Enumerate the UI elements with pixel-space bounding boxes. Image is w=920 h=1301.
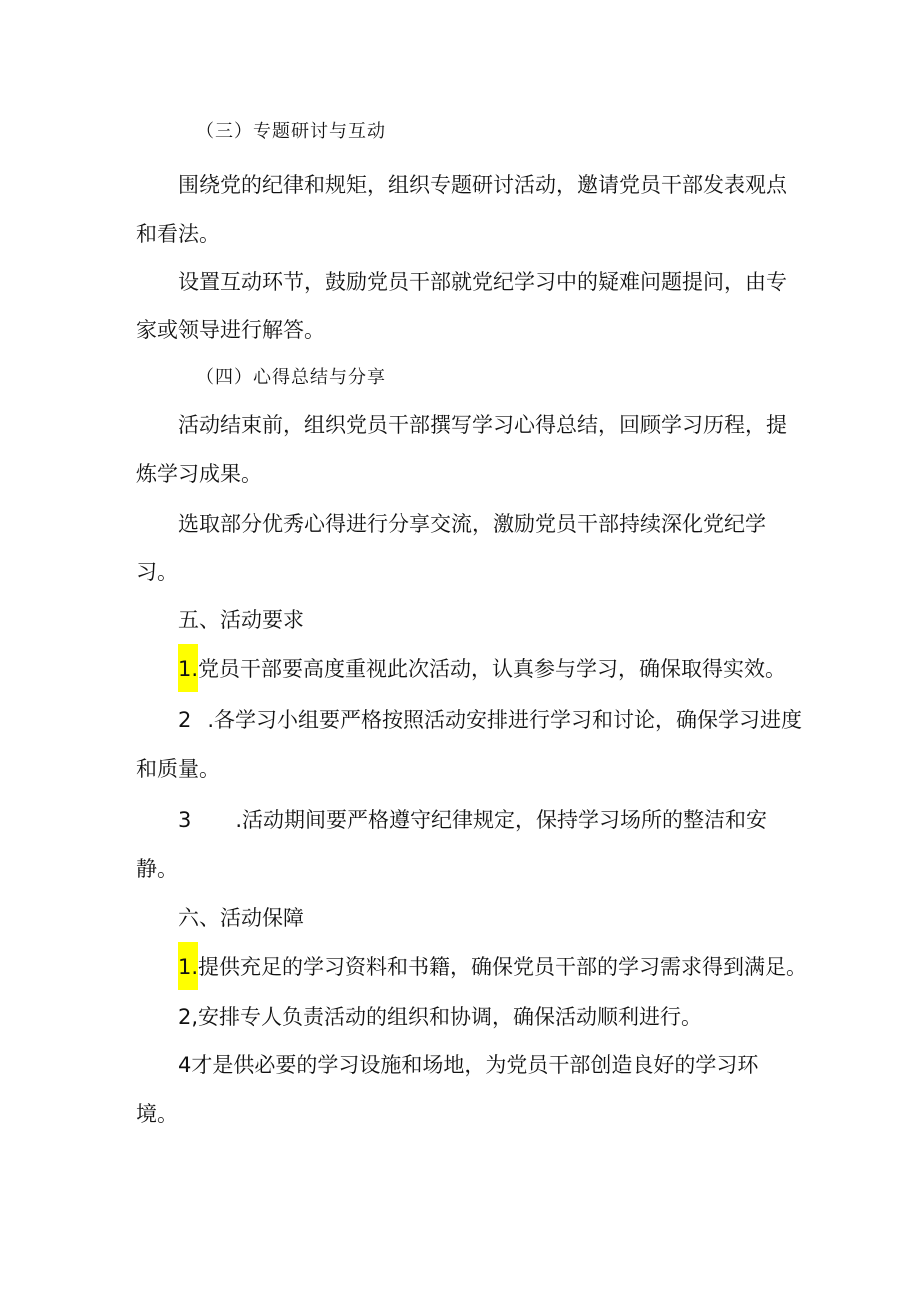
section-3-paragraph-1-line-1: 围绕党的纪律和规矩，组织专题研讨活动，邀请党员干部发表观点 [178, 173, 787, 197]
guarantee-item-1 [178, 952, 807, 982]
requirements-item-3-number: 3 [178, 808, 192, 832]
guarantee-item-3-line-1: 4才是供必要的学习设施和场地，为党员干部创造良好的学习环 [178, 1053, 759, 1077]
requirements-heading: 五、活动要求 [178, 608, 304, 632]
requirements-item-3-line-2: 静。 [136, 857, 178, 881]
guarantee-item-1-number-highlight: 1. [178, 942, 198, 990]
requirements-item-1 [178, 654, 786, 684]
guarantee-item-3-line-2: 境。 [136, 1102, 178, 1126]
section-4-paragraph-2-line-2: 习。 [136, 560, 178, 584]
requirements-item-1-text: 党员干部要高度重视此次活动，认真参与学习，确保取得实效。 [198, 657, 787, 681]
section-3-paragraph-2-line-1: 设置互动环节，鼓励党员干部就党纪学习中的疑难问题提问，由专 [178, 270, 787, 294]
guarantee-item-2: 2,安排专人负责活动的组织和协调，确保活动顺利进行。 [178, 1005, 703, 1029]
section-4-heading: （四）心得总结与分享 [196, 367, 386, 388]
guarantee-heading: 六、活动保障 [178, 906, 304, 930]
requirements-item-2-line-2: 和质量。 [136, 757, 220, 781]
requirements-item-3-text: .活动期间要严格遵守纪律规定，保持学习场所的整洁和安 [235, 808, 768, 832]
requirements-item-2-line-1 [178, 705, 802, 735]
section-3-heading: （三）专题研讨与互动 [196, 121, 386, 142]
section-4-paragraph-1-line-2: 炼学习成果。 [136, 462, 262, 486]
requirements-item-2-number: 2 [178, 708, 192, 732]
requirements-item-2-text: .各学习小组要严格按照活动安排进行学习和讨论，确保学习进度 [207, 708, 803, 732]
section-3-paragraph-1-line-2: 和看法。 [136, 222, 220, 246]
section-4-paragraph-1-line-1: 活动结束前，组织党员干部撰写学习心得总结，回顾学习历程，提 [178, 413, 787, 437]
section-3-paragraph-2-line-2: 家或领导进行解答。 [136, 318, 325, 342]
requirements-item-1-number-highlight: 1. [178, 644, 198, 692]
guarantee-item-1-text: 提供充足的学习资料和书籍，确保党员干部的学习需求得到满足。 [198, 955, 808, 979]
requirements-item-3-line-1 [178, 805, 767, 835]
section-4-paragraph-2-line-1: 选取部分优秀心得进行分享交流，激励党员干部持续深化党纪学 [178, 512, 766, 536]
